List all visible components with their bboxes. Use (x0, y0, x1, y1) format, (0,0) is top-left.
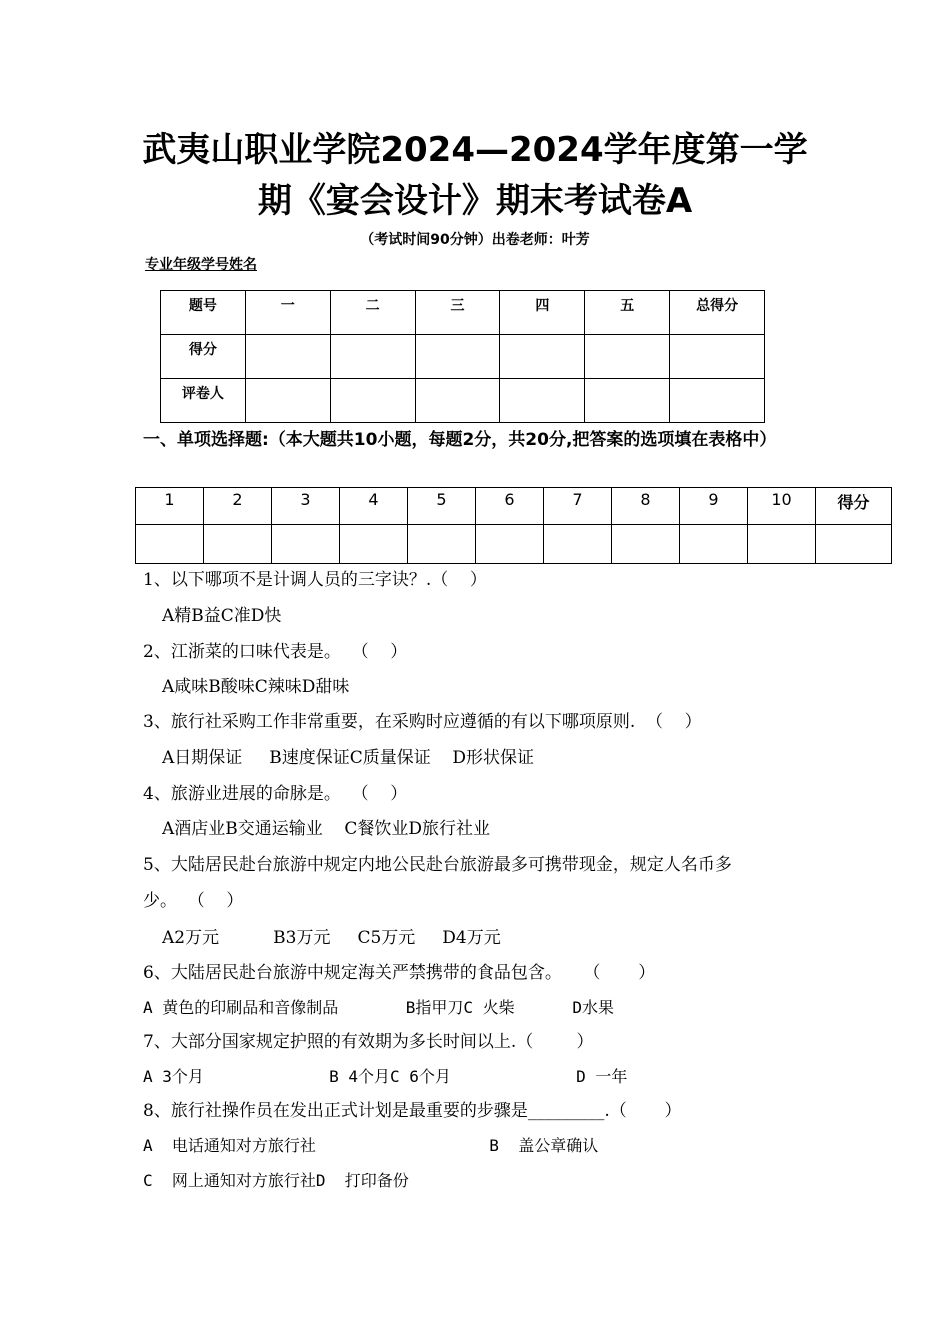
question-5-options: A2万元 B3万元 C5万元 D4万元 (162, 928, 501, 948)
answer-cell[interactable] (816, 525, 892, 564)
score-table-row-label: 得分 (161, 335, 246, 379)
answer-header-cell: 10 (748, 488, 816, 525)
answer-header-cell: 7 (544, 488, 612, 525)
question-1-options: A精B益C准D快 (162, 606, 282, 626)
score-table-header-row (161, 291, 765, 335)
answer-header-cell: 6 (476, 488, 544, 525)
score-table-header-cell: 三 (415, 291, 500, 335)
question-2-options: A咸味B酸味C辣味D甜味 (162, 677, 350, 697)
section1-heading: 一、单项选择题:（本大题共10小题，每题2分，共20分,把答案的选项填在表格中） (143, 430, 777, 450)
score-table-row (161, 335, 765, 379)
answer-cell[interactable] (544, 525, 612, 564)
score-table-header-cell: 一 (245, 291, 330, 335)
question-7: 7、大部分国家规定护照的有效期为多长时间以上.（ ） (143, 1032, 594, 1052)
score-cell[interactable] (330, 335, 415, 379)
score-cell[interactable] (585, 335, 670, 379)
answer-header-cell: 3 (272, 488, 340, 525)
answer-header-cell: 4 (340, 488, 408, 525)
score-cell[interactable] (245, 335, 330, 379)
answer-cell[interactable] (680, 525, 748, 564)
score-table-row-label: 评卷人 (161, 379, 246, 423)
score-cell[interactable] (670, 335, 765, 379)
score-table (160, 290, 765, 423)
answer-cell[interactable] (204, 525, 272, 564)
question-3: 3、旅行社采购工作非常重要，在采购时应遵循的有以下哪项原则. （ ） (143, 712, 702, 732)
question-8-options: A 电话通知对方旅行社 B 盖公章确认 (143, 1136, 599, 1155)
answer-header-cell: 8 (612, 488, 680, 525)
question-7-options: A 3个月 B 4个月C 6个月 D 一年 (143, 1067, 628, 1086)
question-4: 4、旅游业进展的命脉是。 （ ） (143, 784, 408, 804)
score-table-header-cell: 五 (585, 291, 670, 335)
grader-cell[interactable] (245, 379, 330, 423)
answer-cell[interactable] (340, 525, 408, 564)
grader-cell[interactable] (330, 379, 415, 423)
question-6: 6、大陆居民赴台旅游中规定海关严禁携带的食品包含。 （ ） (143, 963, 656, 983)
grader-cell[interactable] (415, 379, 500, 423)
exam-subtitle: （考试时间90分钟）出卷老师：叶芳 (360, 232, 590, 248)
score-table-header-cell: 总得分 (670, 291, 765, 335)
score-table-header-cell: 二 (330, 291, 415, 335)
grader-cell[interactable] (670, 379, 765, 423)
answer-header-cell: 2 (204, 488, 272, 525)
answer-header-cell: 1 (136, 488, 204, 525)
question-2: 2、江浙菜的口味代表是。 （ ） (143, 642, 408, 662)
answer-table-row (136, 525, 892, 564)
answer-cell[interactable] (612, 525, 680, 564)
student-info-line: 专业年级学号姓名 (145, 257, 257, 273)
answer-table (135, 487, 892, 564)
answer-header-cell: 得分 (816, 488, 892, 525)
score-cell[interactable] (500, 335, 585, 379)
answer-cell[interactable] (748, 525, 816, 564)
question-8-options-2: C 网上通知对方旅行社D 打印备份 (143, 1171, 409, 1190)
answer-cell[interactable] (476, 525, 544, 564)
exam-title-line1: 武夷山职业学院2024—2024学年度第一学 (142, 130, 808, 170)
score-cell[interactable] (415, 335, 500, 379)
question-5: 5、大陆居民赴台旅游中规定内地公民赴台旅游最多可携带现金，规定人名币多 (143, 855, 732, 875)
question-5-cont: 少。 （ ） (143, 891, 244, 911)
answer-cell[interactable] (408, 525, 476, 564)
answer-header-cell: 9 (680, 488, 748, 525)
score-table-row (161, 379, 765, 423)
score-table-header-cell: 题号 (161, 291, 246, 335)
score-table-header-cell: 四 (500, 291, 585, 335)
question-8: 8、旅行社操作员在发出正式计划是最重要的步骤是_________.（ ） (143, 1101, 682, 1121)
question-1: 1、以下哪项不是计调人员的三字诀？.（ ） (143, 570, 487, 590)
question-3-options: A日期保证 B速度保证C质量保证 D形状保证 (162, 748, 535, 768)
question-4-options: A酒店业B交通运输业 C餐饮业D旅行社业 (162, 819, 491, 839)
answer-cell[interactable] (136, 525, 204, 564)
answer-table-header-row (136, 488, 892, 525)
answer-cell[interactable] (272, 525, 340, 564)
grader-cell[interactable] (585, 379, 670, 423)
grader-cell[interactable] (500, 379, 585, 423)
question-6-options: A 黄色的印刷品和音像制品 B指甲刀C 火柴 D水果 (143, 998, 615, 1017)
exam-title-line2: 期《宴会设计》期末考试卷A (257, 181, 693, 221)
answer-header-cell: 5 (408, 488, 476, 525)
